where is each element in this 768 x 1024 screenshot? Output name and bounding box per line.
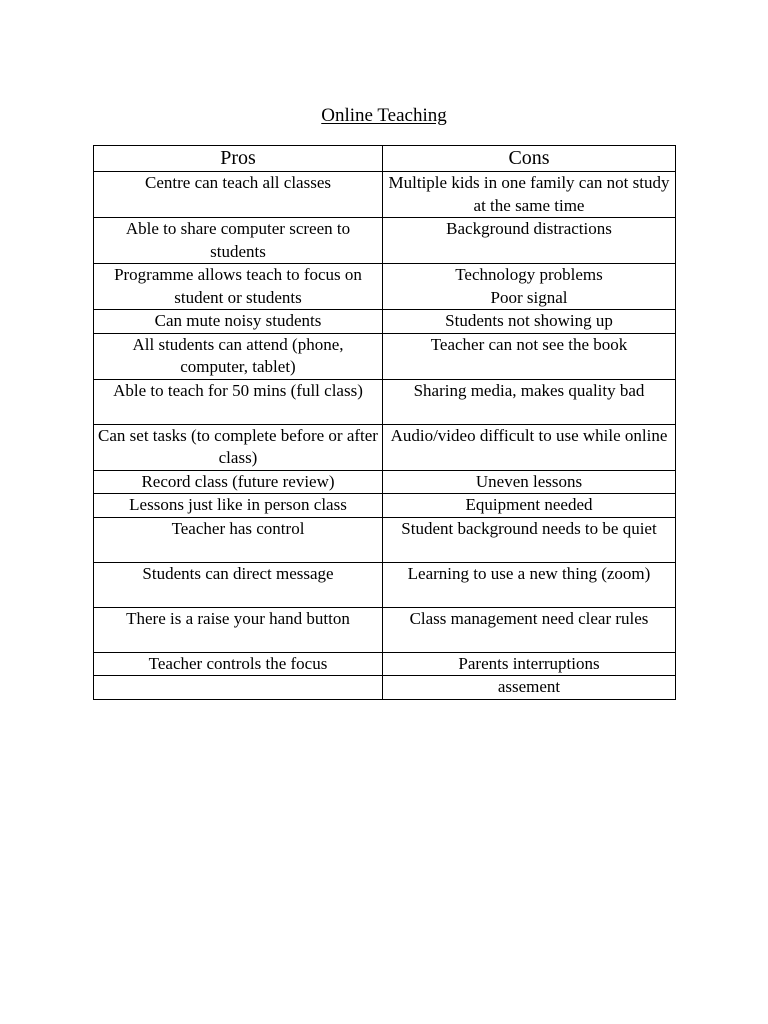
pro-cell: Programme allows teach to focus on student or students <box>94 264 383 310</box>
table-header-row <box>94 146 676 172</box>
con-cell: Class management need clear rules <box>383 607 676 652</box>
con-cell: Sharing media, makes quality bad <box>383 379 676 424</box>
pro-cell: Teacher has control <box>94 517 383 562</box>
pro-cell: All students can attend (phone, computer, tablet) <box>94 333 383 379</box>
table-row <box>94 517 676 562</box>
con-cell: Background distractions <box>383 218 676 264</box>
table-row <box>94 607 676 652</box>
pro-cell <box>94 676 383 700</box>
con-cell: Student background needs to be quiet <box>383 517 676 562</box>
pro-cell: Teacher controls the focus <box>94 652 383 676</box>
pro-cell: Centre can teach all classes <box>94 172 383 218</box>
con-cell: Teacher can not see the book <box>383 333 676 379</box>
header-cons: Cons <box>383 146 676 172</box>
document-title-text: Online Teaching <box>321 105 447 126</box>
pro-cell: Able to teach for 50 mins (full class) <box>94 379 383 424</box>
table-row <box>94 470 676 494</box>
table-row <box>94 264 676 310</box>
pro-cell: Can set tasks (to complete before or after class) <box>94 424 383 470</box>
table-row <box>94 218 676 264</box>
header-pros: Pros <box>94 146 383 172</box>
con-cell: Learning to use a new thing (zoom) <box>383 562 676 607</box>
pro-cell: There is a raise your hand button <box>94 607 383 652</box>
con-cell: Uneven lessons <box>383 470 676 494</box>
table-row <box>94 494 676 518</box>
pro-cell: Record class (future review) <box>94 470 383 494</box>
con-cell: Audio/video difficult to use while online <box>383 424 676 470</box>
table-row <box>94 333 676 379</box>
pros-cons-table <box>93 145 676 700</box>
con-cell: Parents interruptions <box>383 652 676 676</box>
con-cell: Multiple kids in one family can not study at the same time <box>383 172 676 218</box>
pro-cell: Able to share computer screen to students <box>94 218 383 264</box>
table-row <box>94 424 676 470</box>
table-row <box>94 652 676 676</box>
document-title <box>0 104 768 128</box>
table-row <box>94 172 676 218</box>
table-row <box>94 562 676 607</box>
table-row <box>94 676 676 700</box>
con-cell: assement <box>383 676 676 700</box>
con-cell: Equipment needed <box>383 494 676 518</box>
con-cell: Students not showing up <box>383 310 676 334</box>
con-cell: Technology problems Poor signal <box>383 264 676 310</box>
pro-cell: Lessons just like in person class <box>94 494 383 518</box>
pro-cell: Can mute noisy students <box>94 310 383 334</box>
pro-cell: Students can direct message <box>94 562 383 607</box>
table-row <box>94 310 676 334</box>
table-row <box>94 379 676 424</box>
